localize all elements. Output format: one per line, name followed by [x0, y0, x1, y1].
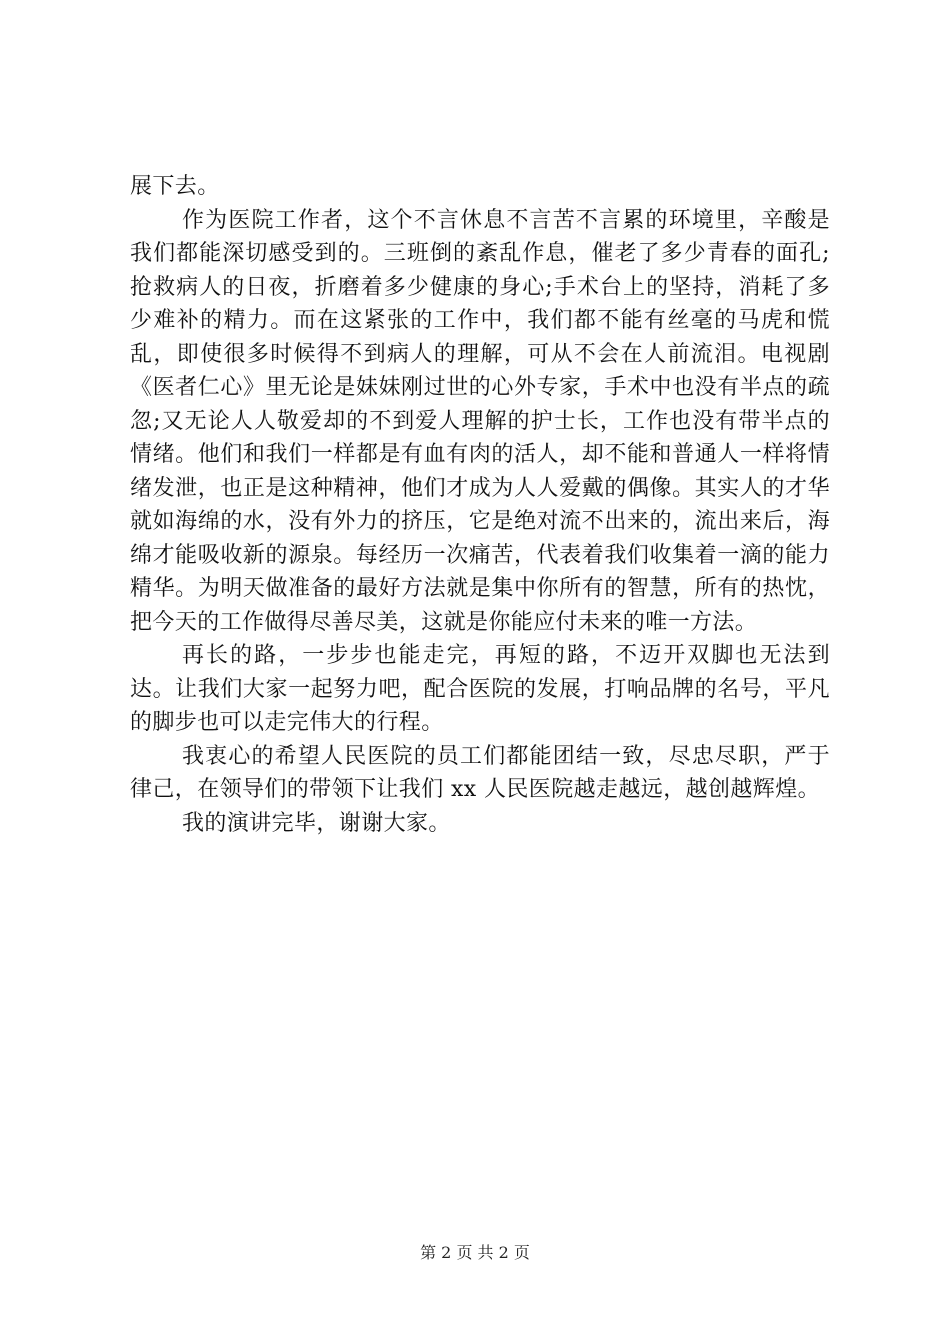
document-body [130, 170, 830, 840]
paragraph-wish: 我衷心的希望人民医院的员工们都能团结一致，尽忠尽职，严于律己，在领导们的带领下让我们 xx 人民医院越走越远，越创越辉煌。 [130, 743, 830, 802]
page-footer [0, 1243, 950, 1263]
paragraph-hospital-work: 作为医院工作者，这个不言休息不言苦不言累的环境里，辛酸是我们都能深切感受到的。三班倒的紊乱作息，催老了多少青春的面孔;抢救病人的日夜，折磨着多少健康的身心;手术台上的坚持，消耗了多少难补的精力。而在这紧张的工作中，我们都不能有丝毫的马虎和慌乱，即使很多时候得不到病人的理解，可从不会在人前流泪。电视剧《医者仁心》里无论是妹妹刚过世的心外专家，手术中也没有半点的疏忽;又无论人人敬爱却的不到爱人理解的护士长，工作也没有带半点的情绪。他们和我们一样都是有血有肉的活人，却不能和普通人一样将情绪发泄，也正是这种精神，他们才成为人人爱戴的偶像。其实人的才华就如海绵的水，没有外力的挤压，它是绝对流不出来的，流出来后，海绵才能吸收新的源泉。每经历一次痛苦，代表着我们收集着一滴的能力精华。为明天做准备的最好方法就是集中你所有的智慧，所有的热忱，把今天的工作做得尽善尽美，这就是你能应付未来的唯一方法。 [130, 207, 830, 635]
paragraph-continuation: 展下去。 [130, 174, 220, 199]
paragraph-long-road: 再长的路，一步步也能走完，再短的路，不迈开双脚也无法到达。让我们大家一起努力吧，配合医院的发展，打响品牌的名号，平凡的脚步也可以走完伟大的行程。 [130, 643, 830, 735]
page-number-label: 第 2 页 共 2 页 [420, 1243, 530, 1262]
paragraph-closing: 我的演讲完毕，谢谢大家。 [182, 810, 451, 836]
